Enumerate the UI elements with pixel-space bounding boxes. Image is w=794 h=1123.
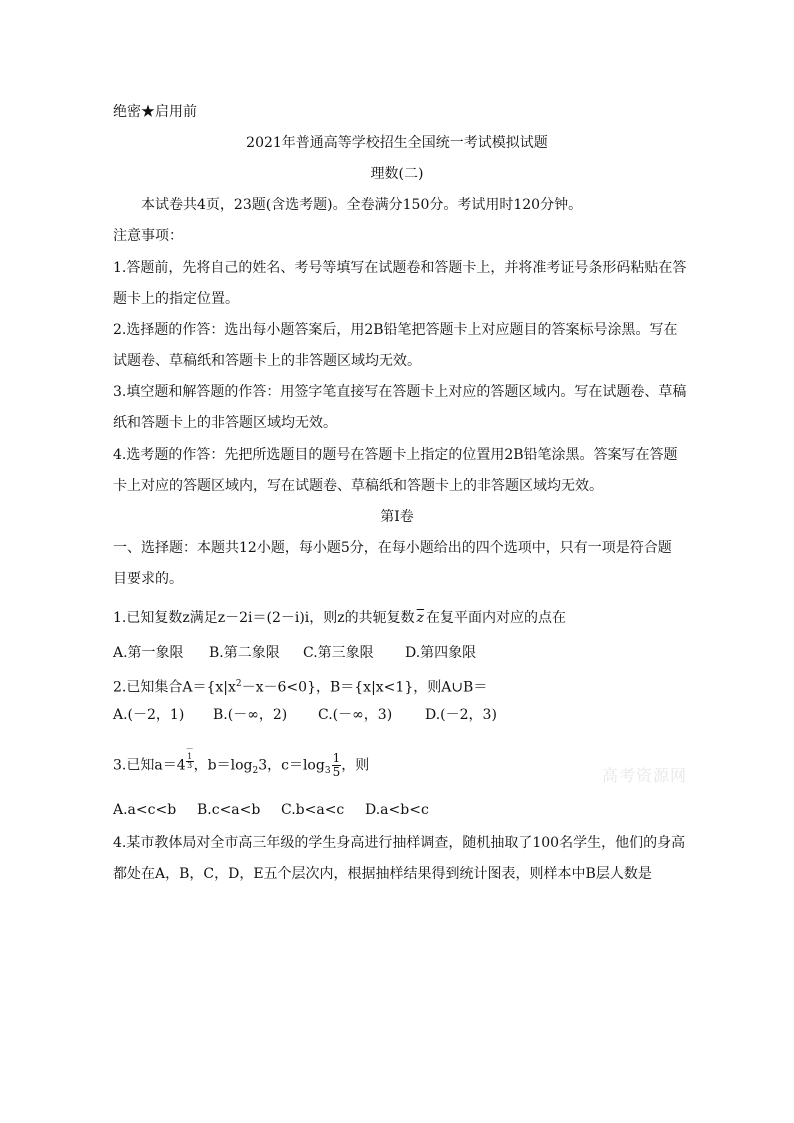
question-2-stem-part-a: 2.已知集合A＝{x|x	[113, 679, 236, 696]
note-1-line-1: 1.答题前，先将自己的姓名、考号等填写在试题卷和答题卡上，并将准考证号条形码粘贴在答	[113, 260, 687, 276]
exponent-denominator: 3	[187, 761, 193, 770]
question-3-option-b: B.c<a<b	[197, 802, 261, 818]
question-2-option-c: C.(－∞，3)	[318, 707, 393, 723]
one-fifth-fraction	[332, 752, 342, 779]
note-3-line-2: 纸和答题卡上的非答题区域均无效。	[113, 415, 337, 431]
note-3-line-1: 3.填空题和解答题的作答：用签字笔直接写在答题卡上对应的答题区域内。写在试题卷、草稿	[113, 384, 687, 400]
notes-heading: 注意事项：	[113, 228, 183, 244]
question-1-option-a: A.第一象限	[113, 645, 184, 661]
question-1-option-c: C.第三象限	[303, 645, 374, 661]
question-1-option-b: B.第二象限	[209, 645, 280, 661]
question-2-stem-part-b: －x－6<0}，B＝{x|x<1}，则A∪B＝	[241, 679, 488, 696]
log-base-2: 2	[252, 766, 259, 777]
conjugate-z: $\overline{z}$	[416, 610, 425, 626]
fraction-denominator: 5	[332, 764, 341, 779]
question-3-stem	[113, 745, 369, 787]
question-3-options	[113, 800, 429, 820]
exam-subtitle: 理数(二)	[370, 166, 424, 182]
exponent-fraction: － 1 3	[185, 744, 194, 770]
question-2-option-a: A.(－2，1)	[113, 707, 185, 723]
section-heading-line-2: 目要求的。	[113, 571, 183, 587]
question-3-option-d: D.a<b<c	[365, 802, 429, 818]
question-1-stem	[113, 608, 566, 628]
watermark: 高考资源网	[602, 766, 688, 785]
question-1-stem-part-a: 1.已知复数z满足z－2i＝(2－i)i，则z的共轭复数	[113, 610, 415, 626]
question-2-options	[113, 705, 497, 725]
section-heading-line-1: 一、选择题：本题共12小题，每小题5分，在每小题给出的四个选项中，只有一项是符合题	[113, 540, 672, 556]
secret-label: 绝密★启用前	[113, 104, 197, 120]
note-2-line-2: 试题卷、草稿纸和答题卡上的非答题区域均无效。	[113, 353, 421, 369]
part-heading: 第Ⅰ卷	[380, 509, 414, 525]
fraction-numerator: 1	[332, 750, 341, 765]
note-2-line-1: 2.选择题的作答：选出每小题答案后，用2B铅笔把答题卡上对应题目的答案标号涂黑。写在	[113, 322, 678, 338]
question-1-stem-part-b: 在复平面内对应的点在	[426, 610, 567, 626]
question-4-line-2: 都处在A，B，C，D，E五个层次内，根据抽样结果得到统计图表，则样本中B层人数是	[113, 866, 652, 882]
question-2-option-b: B.(－∞，2)	[213, 707, 288, 723]
question-2-option-d: D.(－2，3)	[425, 707, 497, 723]
question-2-stem	[113, 674, 487, 698]
question-3-stem-part-a: 3.已知a＝4	[113, 757, 186, 774]
question-4-line-1: 4.某市教体局对全市高三年级的学生身高进行抽样调查，随机抽取了100名学生，他们的身高	[113, 835, 686, 851]
exam-title: 2021年普通高等学校招生全国统一考试模拟试题	[246, 135, 548, 151]
exam-intro: 本试卷共4页，23题(含选考题)。全卷满分150分。考试用时120分钟。	[141, 197, 583, 213]
note-4-line-2: 卡上对应的答题区域内，写在试题卷、草稿纸和答题卡上的非答题区域均无效。	[113, 478, 603, 494]
log-base-3: 3	[324, 766, 331, 777]
exponent-numerator: 1	[187, 752, 193, 761]
question-1-options	[113, 643, 476, 663]
square-exponent: 2	[235, 679, 242, 689]
question-3-option-a: A.a<c<b	[113, 802, 177, 818]
question-1-option-d: D.第四象限	[405, 645, 477, 661]
question-3-stem-part-b: ，b＝log	[193, 757, 253, 774]
note-1-line-2: 题卡上的指定位置。	[113, 291, 239, 307]
question-3-option-c: C.b<a<c	[281, 802, 345, 818]
question-3-stem-part-c: 3，c＝log	[258, 757, 325, 774]
note-4-line-1: 4.选考题的作答：先把所选题目的题号在答题卡上指定的位置用2B铅笔涂黑。答案写在答题	[113, 447, 678, 463]
question-3-stem-part-d: ，则	[341, 757, 370, 774]
